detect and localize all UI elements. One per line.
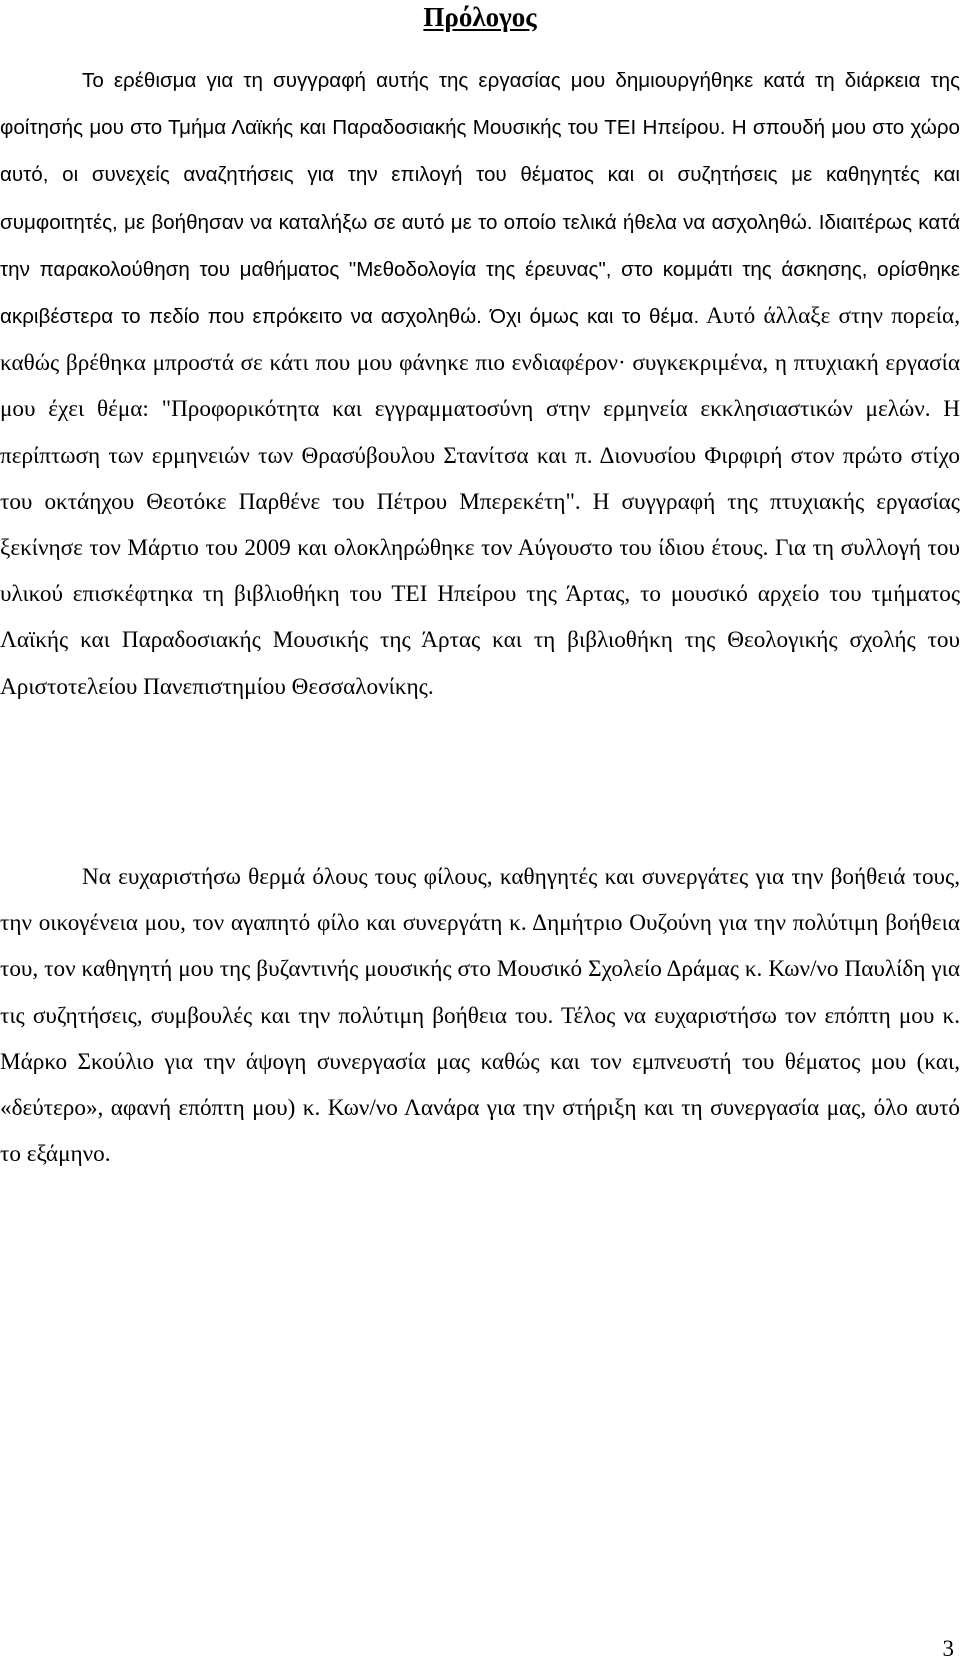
- page-title: Πρόλογος: [423, 2, 537, 32]
- paragraph-acknowledgements-text: Να ευχαριστήσω θερμά όλους τους φίλους, καθηγητές και συνεργάτες για την βοήθειά τους, την οικογένεια μου, τον αγαπητό φίλο και συνεργάτη κ. Δημήτριο Ουζούνη για την πολύτιμη βοήθεια του, τον καθηγητή μου της βυζαντινής μουσικής στο Μουσικό Σχολείο Δράμας κ. Κων/νο Παυλίδη για τις συζητήσεις, συμβουλές και την πολύτιμη βοήθεια του. Τέλος να ευχαριστήσω τον επόπτη μου κ. Μάρκο Σκούλιο για την άψογη συνεργασία μας καθώς και τον εμπνευστή του θέματος μου (και, «δεύτερο», αφανή επόπτη μου) κ. Κων/νο Λανάρα για την στήριξη και τη συνεργασία μας, όλο αυτό το εξάμηνο.: [0, 864, 960, 1168]
- paragraph-intro-sans-text: Το ερέθισμα για τη συγγραφή αυτής της εργασίας μου δημιουργήθηκε κατά τη διάρκεια της φοίτησής μου στο Τμήμα Λαϊκής και Παραδοσιακής Μουσικής του ΤΕΙ Ηπείρου. Η σπουδή μου στο χώρο αυτό, οι συνεχείς αναζητήσεις για την επιλογή του θέματος και οι συζητήσεις με καθηγητές και συμφοιτητές, με βοήθησαν να καταλήξω σε αυτό με το οποίο τελικά ήθελα να ασχοληθώ. Ιδιαιτέρως κατά την παρακολούθηση του μαθήματος "Μεθοδολογία της έρευνας", στο κομμάτι της άσκησης, ορίσθηκε ακριβέστερα το πεδίο που επρόκειτο να ασχοληθώ. Όχι όμως και το θέμα.: [0, 69, 960, 329]
- paragraph-acknowledgements: [0, 854, 960, 1177]
- paragraph-intro: [0, 57, 960, 710]
- paragraph-intro-serif-text: Αυτό άλλαξε στην πορεία, καθώς βρέθηκα μπροστά σε κάτι που μου φάνηκε πιο ενδιαφέρον· συγκεκριμένα, η πτυχιακή εργασία μου έχει θέμα: "Προφορικότητα και εγγραμματοσύνη στην ερμηνεία εκκλησιαστικών μελών. Η περίπτωση των ερμηνειών των Θρασύβουλου Στανίτσα και π. Διονυσίου Φιρφιρή στον πρώτο στίχο του οκτάηχου Θεοτόκε Παρθένε του Πέτρου Μπερεκέτη". Η συγγραφή της πτυχιακής εργασίας ξεκίνησε τον Μάρτιο του 2009 και ολοκληρώθηκε τον Αύγουστο του ίδιου έτους. Για τη συλλογή του υλικού επισκέφτηκα τη βιβλιοθήκη του ΤΕΙ Ηπείρου της Άρτας, το μουσικό αρχείο του τμήματος Λαϊκής και Παραδοσιακής Μουσικής της Άρτας και τη βιβλιοθήκη της Θεολογικής σχολής του Αριστοτελείου Πανεπιστημίου Θεσσαλονίκης.: [0, 303, 960, 700]
- page-number: 3: [942, 1636, 954, 1661]
